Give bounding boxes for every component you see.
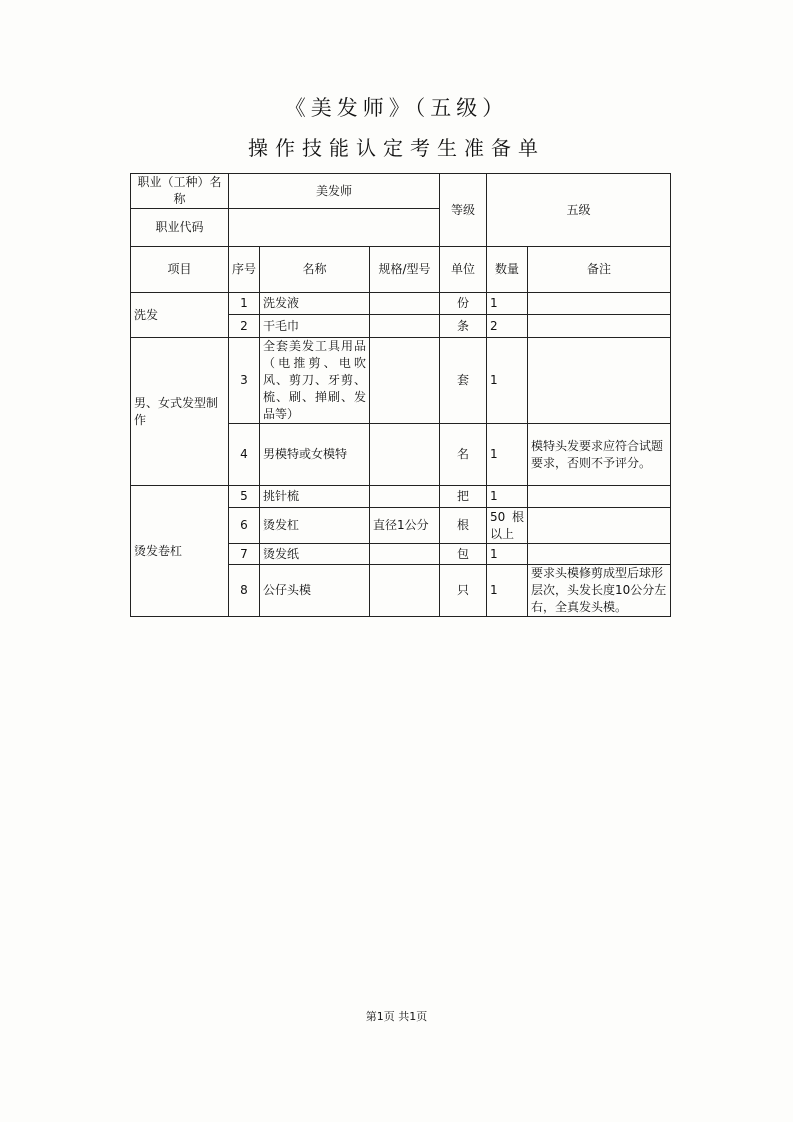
row-name: 烫发纸 — [260, 544, 370, 565]
row-no: 2 — [229, 315, 260, 338]
row-note — [528, 338, 671, 424]
row-no: 7 — [229, 544, 260, 565]
occupation-value: 美发师 — [229, 174, 440, 209]
occupation-code-value — [229, 209, 440, 247]
row-qty: 1 — [487, 338, 528, 424]
row-note — [528, 544, 671, 565]
row-qty: 1 — [487, 565, 528, 617]
row-unit: 名 — [440, 424, 487, 486]
row-spec — [370, 293, 440, 315]
row-name: 烫发杠 — [260, 508, 370, 544]
row-no: 1 — [229, 293, 260, 315]
row-name: 全套美发工具用品（电推剪、电吹风、剪刀、牙剪、梳、刷、掸刷、发品等） — [260, 338, 370, 424]
row-qty: 2 — [487, 315, 528, 338]
column-header-name: 名称 — [260, 247, 370, 293]
row-spec — [370, 315, 440, 338]
row-spec — [370, 565, 440, 617]
row-name: 干毛巾 — [260, 315, 370, 338]
column-header-qty: 数量 — [487, 247, 528, 293]
document-title: 《美发师》（五级） — [284, 96, 509, 120]
row-note: 要求头模修剪成型后球形层次，头发长度10公分左右，全真发头模。 — [528, 565, 671, 617]
document-subtitle: 操作技能认定考生准备单 — [248, 136, 545, 160]
column-header-project: 项目 — [131, 247, 229, 293]
row-note — [528, 315, 671, 338]
occupation-code-label: 职业代码 — [131, 209, 229, 247]
column-header-no: 序号 — [229, 247, 260, 293]
row-note — [528, 508, 671, 544]
grade-label: 等级 — [440, 174, 487, 247]
row-no: 5 — [229, 486, 260, 508]
table-row — [131, 338, 671, 424]
row-name: 洗发液 — [260, 293, 370, 315]
row-qty: 1 — [487, 293, 528, 315]
row-spec — [370, 486, 440, 508]
row-qty: 1 — [487, 544, 528, 565]
row-unit: 只 — [440, 565, 487, 617]
grade-value: 五级 — [487, 174, 671, 247]
column-header-unit: 单位 — [440, 247, 487, 293]
row-unit: 把 — [440, 486, 487, 508]
page-number: 第1页 共1页 — [365, 1010, 428, 1023]
row-qty: 50根以上 — [487, 508, 528, 544]
table-row — [131, 293, 671, 315]
row-note: 模特头发要求应符合试题要求，否则不予评分。 — [528, 424, 671, 486]
row-name: 公仔头模 — [260, 565, 370, 617]
project-cell: 烫发卷杠 — [131, 486, 229, 617]
row-no: 4 — [229, 424, 260, 486]
row-unit: 包 — [440, 544, 487, 565]
column-header-note: 备注 — [528, 247, 671, 293]
row-qty: 1 — [487, 486, 528, 508]
preparation-table — [130, 173, 671, 617]
row-note — [528, 293, 671, 315]
table-row — [131, 486, 671, 508]
column-header-row — [131, 247, 671, 293]
project-cell: 洗发 — [131, 293, 229, 338]
row-no: 8 — [229, 565, 260, 617]
row-spec — [370, 424, 440, 486]
row-spec: 直径1公分 — [370, 508, 440, 544]
row-note — [528, 486, 671, 508]
row-unit: 条 — [440, 315, 487, 338]
row-no: 3 — [229, 338, 260, 424]
occupation-label: 职业（工种）名称 — [131, 174, 229, 209]
row-spec — [370, 544, 440, 565]
row-qty: 1 — [487, 424, 528, 486]
row-spec — [370, 338, 440, 424]
project-cell: 男、女式发型制作 — [131, 338, 229, 486]
row-name: 挑针梳 — [260, 486, 370, 508]
row-unit: 份 — [440, 293, 487, 315]
column-header-spec: 规格/型号 — [370, 247, 440, 293]
row-no: 6 — [229, 508, 260, 544]
row-unit: 根 — [440, 508, 487, 544]
row-name: 男模特或女模特 — [260, 424, 370, 486]
row-unit: 套 — [440, 338, 487, 424]
